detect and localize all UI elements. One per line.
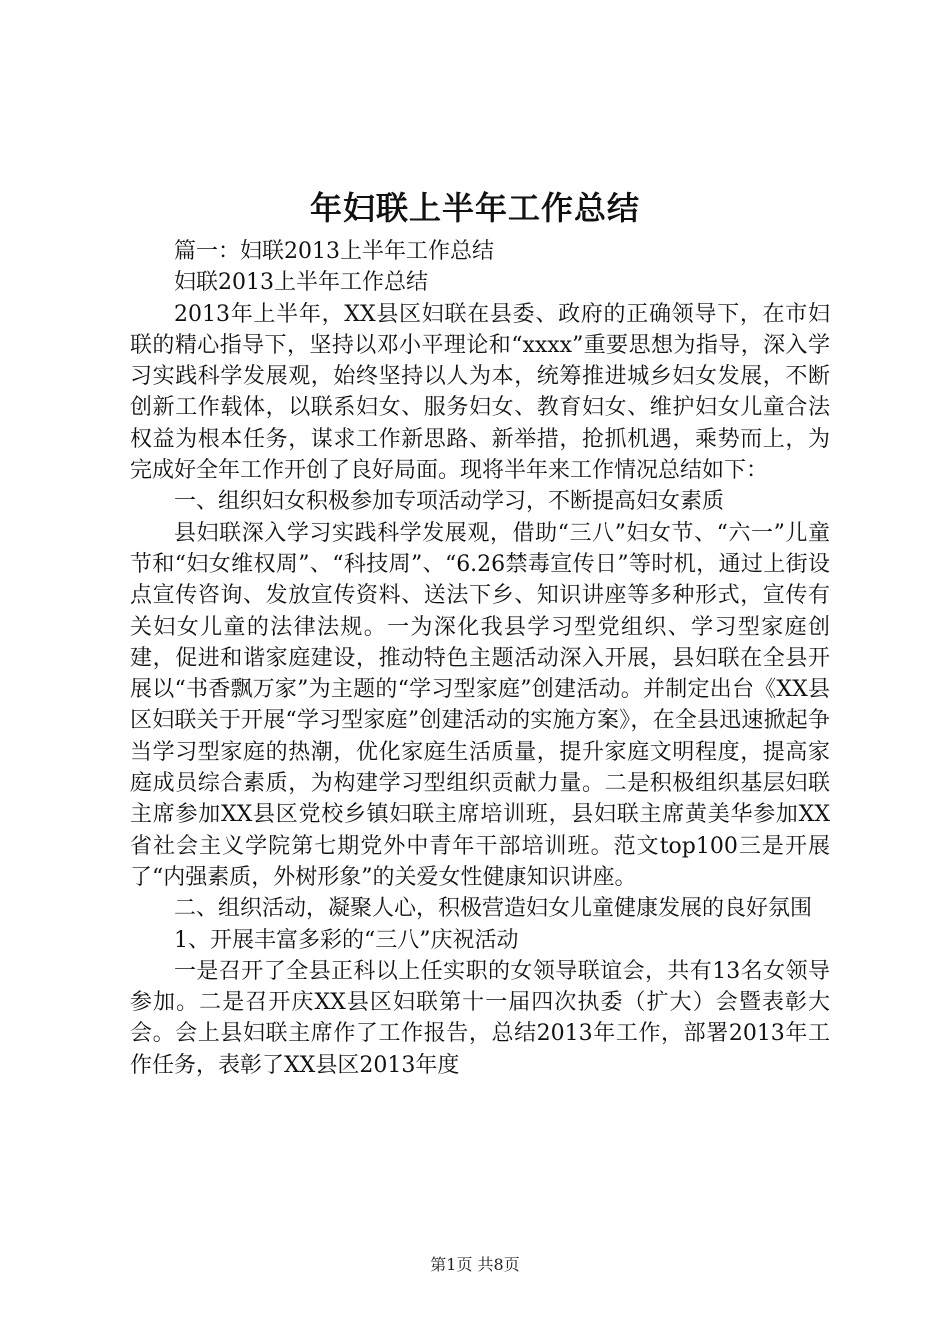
- chapter-heading: 篇一：妇联2013上半年工作总结: [174, 239, 494, 264]
- page-number-footer: 第1页 共8页: [430, 1255, 520, 1274]
- document-title: 年妇联上半年工作总结: [309, 189, 640, 227]
- document-body: [130, 236, 830, 1081]
- paragraph-2: 一是召开了全县正科以上任实职的女领导联谊会，共有13名女领导参加。二是召开庆XX县区妇联第十一届四次执委（扩大）会暨表彰大会。会上县妇联主席作了工作报告，总结2013年工作，部署2013年工作任务，表彰了XX县区2013年度: [130, 958, 830, 1078]
- subsection-heading-1: 1、开展丰富多彩的“三八”庆祝活动: [174, 927, 519, 953]
- intro-paragraph: 2013年上半年，XX县区妇联在县委、政府的正确领导下，在市妇联的精心指导下，坚持以邓小平理论和“xxxx”重要思想为指导，深入学习实践科学发展观，始终坚持以人为本，统筹推进城乡妇女发展，不断创新工作载体，以联系妇女、服务妇女、教育妇女、维护妇女儿童合法权益为根本任务，谋求工作新思路、新举措，抢抓机遇，乘势而上，为完成好全年工作开创了良好局面。现将半年来工作情况总结如下：: [130, 301, 830, 484]
- paragraph-1: 县妇联深入学习实践科学发展观，借助“三八”妇女节、“六一”儿童节和“妇女维权周”、“科技周”、“6.26禁毒宣传日”等时机，通过上街设点宣传咨询、发放宣传资料、送法下乡、知识讲座等多种形式，宣传有关妇女儿童的法律法规。一为深化我县学习型党组织、学习型家庭创建，促进和谐家庭建设，推动特色主题活动深入开展，县妇联在全县开展以“书香飘万家”为主题的“学习型家庭”创建活动。并制定出台《XX县区妇联关于开展“学习型家庭”创建活动的实施方案》，在全县迅速掀起争当学习型家庭的热潮，优化家庭生活质量，提升家庭文明程度，提高家庭成员综合素质，为构建学习型组织贡献力量。二是积极组织基层妇联主席参加XX县区党校乡镇妇联主席培训班，县妇联主席黄美华参加XX省社会主义学院第七期党外中青年干部培训班。范文top100三是开展了“内强素质，外树形象”的关爱女性健康知识讲座。: [130, 520, 831, 890]
- section-heading-1: 一、组织妇女积极参加专项活动学习，不断提高妇女素质: [174, 489, 725, 515]
- section-heading-2: 二、组织活动，凝聚人心，积极营造妇女儿童健康发展的良好氛围: [174, 896, 813, 922]
- section-title: 妇联2013上半年工作总结: [174, 270, 428, 296]
